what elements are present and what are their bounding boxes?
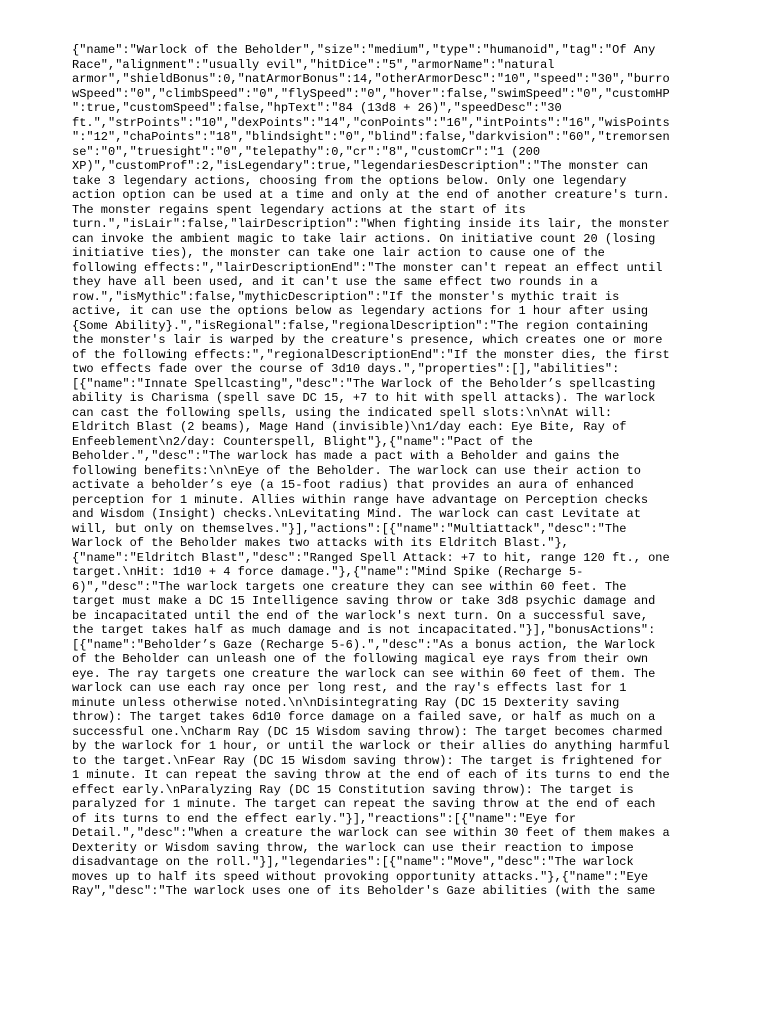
text-line: target must make a DC 15 Intelligence saving throw or take 3d8 psychic damage and — [72, 594, 656, 608]
text-line: turn.","isLair":false,"lairDescription":"When fighting inside its lair, the monster — [72, 217, 670, 231]
text-line: effect early.\nParalyzing Ray (DC 15 Constitution saving throw): The target is — [72, 782, 634, 797]
text-line: [{"name":"Innate Spellcasting","desc":"The Warlock of the Beholder’s spellcasting — [72, 376, 656, 391]
text-line: Warlock of the Beholder makes two attacks with its Eldritch Blast."}, — [72, 536, 569, 550]
text-line: row.","isMythic":false,"mythicDescription":"If the monster's mythic trait is — [72, 289, 620, 304]
text-line: take 3 legendary actions, choosing from the options below. Only one legendary — [72, 173, 627, 188]
text-line: be incapacitated until the end of the warlock's next turn. On a successful save, — [72, 608, 649, 623]
text-line: target.\nHit: 1d10 + 4 force damage."},{"name":"Mind Spike (Recharge 5- — [72, 565, 584, 579]
text-line: ":true,"customSpeed":false,"hpText":"84 (13d8 + 26)","speedDesc":"30 — [72, 101, 562, 115]
text-line: two effects fade over the course of 3d10 days.","properties":[],"abilities": — [72, 362, 620, 376]
text-line: they have all been used, and it can't use the same effect two rounds in a — [72, 275, 598, 289]
text-line: will, but only on themselves."}],"actions":[{"name":"Multiattack","desc":"The — [72, 521, 627, 536]
text-line: armor","shieldBonus":0,"natArmorBonus":14,"otherArmorDesc":"10","speed":"30","burro — [72, 72, 670, 86]
text-line: and Wisdom (Insight) checks.\nLevitating Mind. The warlock can cast Levitate at — [72, 507, 641, 521]
text-line: se":"0","truesight":"0","telepathy":0,"cr":"8","customCr":"1 (200 — [72, 144, 541, 159]
text-line: moves up to half its speed without provoking opportunity attacks."},{"name":"Eye — [72, 869, 649, 884]
text-line: the target takes half as much damage and is not incapacitated."}],"bonusActions": — [72, 623, 656, 637]
text-line: activate a beholder’s eye (a 15-foot radius) that provides an aura of enhanced — [72, 478, 634, 492]
text-line: warlock can use each ray once per long rest, and the ray's effects last for 1 — [72, 681, 627, 695]
text-line: Beholder.","desc":"The warlock has made a pact with a Beholder and gains the — [72, 449, 620, 463]
text-line: Enfeeblement\n2/day: Counterspell, Blight"},{"name":"Pact of the — [72, 434, 533, 449]
json-text-block — [72, 43, 692, 899]
text-line: to the target.\nFear Ray (DC 15 Wisdom saving throw): The target is frightened for — [72, 753, 663, 768]
text-line: 6)","desc":"The warlock targets one creature they can see within 60 feet. The — [72, 579, 627, 594]
text-line: {Some Ability}.","isRegional":false,"regionalDescription":"The region containing — [72, 318, 649, 333]
text-line: 1 minute. It can repeat the saving throw at the end of each of its turns to end the — [72, 768, 670, 782]
text-line: can invoke the ambient magic to take lair actions. On initiative count 20 (losing — [72, 231, 656, 246]
text-line: Eldritch Blast (2 beams), Mage Hand (invisible)\n1/day each: Eye Bite, Ray of — [72, 420, 627, 434]
text-line: can cast the following spells, using the indicated spell slots:\n\nAt will: — [72, 405, 613, 420]
text-line: [{"name":"Beholder’s Gaze (Recharge 5-6).","desc":"As a bonus action, the Warlock — [72, 637, 656, 652]
text-line: Ray","desc":"The warlock uses one of its Beholder's Gaze abilities (with the same — [72, 884, 656, 898]
text-line: active, it can use the options below as legendary actions for 1 hour after using — [72, 304, 649, 318]
text-line: of its turns to end the effect early."}],"reactions":[{"name":"Eye for — [72, 811, 577, 826]
text-line: initiative ties), the monster can take one lair action to cause one of the — [72, 246, 605, 260]
text-line: The monster regains spent legendary actions at the start of its — [72, 202, 526, 217]
text-line: eye. The ray targets one creature the warlock can see within 60 feet of them. The — [72, 666, 656, 681]
text-line: of the following effects:","regionalDescriptionEnd":"If the monster dies, the first — [72, 347, 670, 362]
text-line: Dexterity or Wisdom saving throw, the warlock can use their reaction to impose — [72, 840, 634, 855]
text-line: following benefits:\n\nEye of the Beholder. The warlock can use their action to — [72, 463, 641, 478]
text-line: {"name":"Eldritch Blast","desc":"Ranged Spell Attack: +7 to hit, range 120 ft., one — [72, 550, 670, 565]
text-line: the monster's lair is warped by the creature's presence, which creates one or more — [72, 333, 663, 347]
text-line: by the warlock for 1 hour, or until the warlock or their allies do anything harmful — [72, 739, 670, 753]
text-line: perception for 1 minute. Allies within range have advantage on Perception checks — [72, 492, 649, 507]
text-line: paralyzed for 1 minute. The target can repeat the saving throw at the end of each — [72, 797, 656, 811]
text-line: successful one.\nCharm Ray (DC 15 Wisdom saving throw): The target becomes charmed — [72, 724, 663, 739]
text-line: {"name":"Warlock of the Beholder","size":"medium","type":"humanoid","tag":"Of Any — [72, 43, 656, 57]
text-line: following effects:","lairDescriptionEnd":"The monster can't repeat an effect until — [72, 260, 663, 275]
text-line: action option can be used at a time and only at the end of another creature's turn. — [72, 188, 670, 202]
text-line: minute unless otherwise noted.\n\nDisintegrating Ray (DC 15 Dexterity saving — [72, 695, 620, 710]
text-line: wSpeed":"0","climbSpeed":"0","flySpeed":"0","hover":false,"swimSpeed":"0","customHP — [72, 86, 670, 101]
text-line: ft.","strPoints":"10","dexPoints":"14","conPoints":"16","intPoints":"16","wisPoints — [72, 115, 670, 130]
text-line: throw): The target takes 6d10 force damage on a failed save, or half as much on a — [72, 710, 656, 724]
text-line: XP)","customProf":2,"isLegendary":true,"legendariesDescription":"The monster can — [72, 159, 649, 173]
text-line: disadvantage on the roll."}],"legendaries":[{"name":"Move","desc":"The warlock — [72, 855, 634, 869]
text-line: Detail.","desc":"When a creature the warlock can see within 30 feet of them makes a — [72, 826, 670, 840]
text-line: Race","alignment":"usually evil","hitDice":"5","armorName":"natural — [72, 57, 555, 72]
text-line: ability is Charisma (spell save DC 15, +7 to hit with spell attacks). The warlock — [72, 391, 656, 405]
text-line: ":"12","chaPoints":"18","blindsight":"0","blind":false,"darkvision":"60","tremorsen — [72, 130, 670, 144]
text-line: of the Beholder can unleash one of the following magical eye rays from their own — [72, 652, 649, 666]
